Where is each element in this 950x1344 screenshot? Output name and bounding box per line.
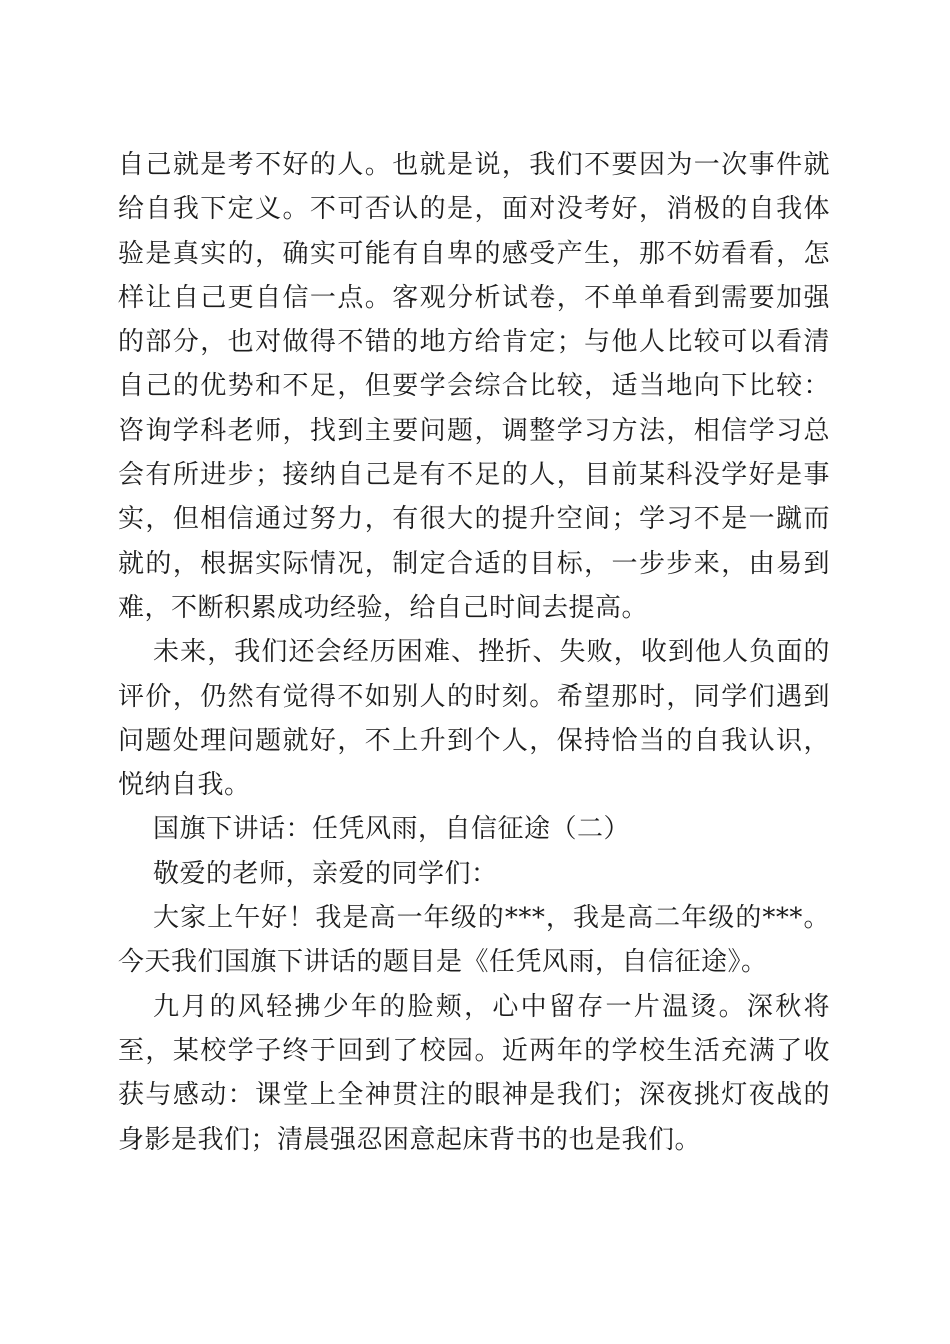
paragraph: 敬爱的老师，亲爱的同学们： — [153, 858, 498, 889]
paragraph: 自己就是考不好的人。也就是说，我们不要因为一次事件就给自我下定义。不可否认的是，面对没考好，消极的自我体验是真实的，确实可能有自卑的感受产生，那不妨看看，怎样让自己更自信一点。客观分析试卷，不单单看到需要加强的部分，也对做得不错的地方给肯定；与他人比较可以看清自己的优势和不足，但要学会综合比较，适当地向下比较：咨询学科老师，找到主要问题，调整学习方法，相信学习总会有所进步；接纳自己是有不足的人，目前某科没学好是事实，但相信通过努力，有很大的提升空间；学习不是一蹴而就的，根据实际情况，制定合适的目标，一步步来，由易到难，不断积累成功经验，给自己时间去提高。 — [118, 150, 830, 623]
paragraph: 未来，我们还会经历困难、挫折、失败，收到他人负面的评价，仍然有觉得不如别人的时刻。希望那时，同学们遇到问题处理问题就好，不上升到个人，保持恰当的自我认识，悦纳自我。 — [118, 637, 830, 801]
paragraph: 九月的风轻拂少年的脸颊，心中留存一片温烫。深秋将至，某校学子终于回到了校园。近两年的学校生活充满了收获与感动：课堂上全神贯注的眼神是我们；深夜挑灯夜战的身影是我们；清晨强忍困意起床背书的也是我们。 — [118, 991, 830, 1155]
paragraph: 大家上午好！我是高一年级的***，我是高二年级的***。今天我们国旗下讲话的题目是《任凭风雨，自信征途》。 — [118, 903, 830, 978]
paragraph: 国旗下讲话：任凭风雨，自信征途（二） — [153, 814, 631, 845]
document-text-block — [118, 143, 830, 1162]
